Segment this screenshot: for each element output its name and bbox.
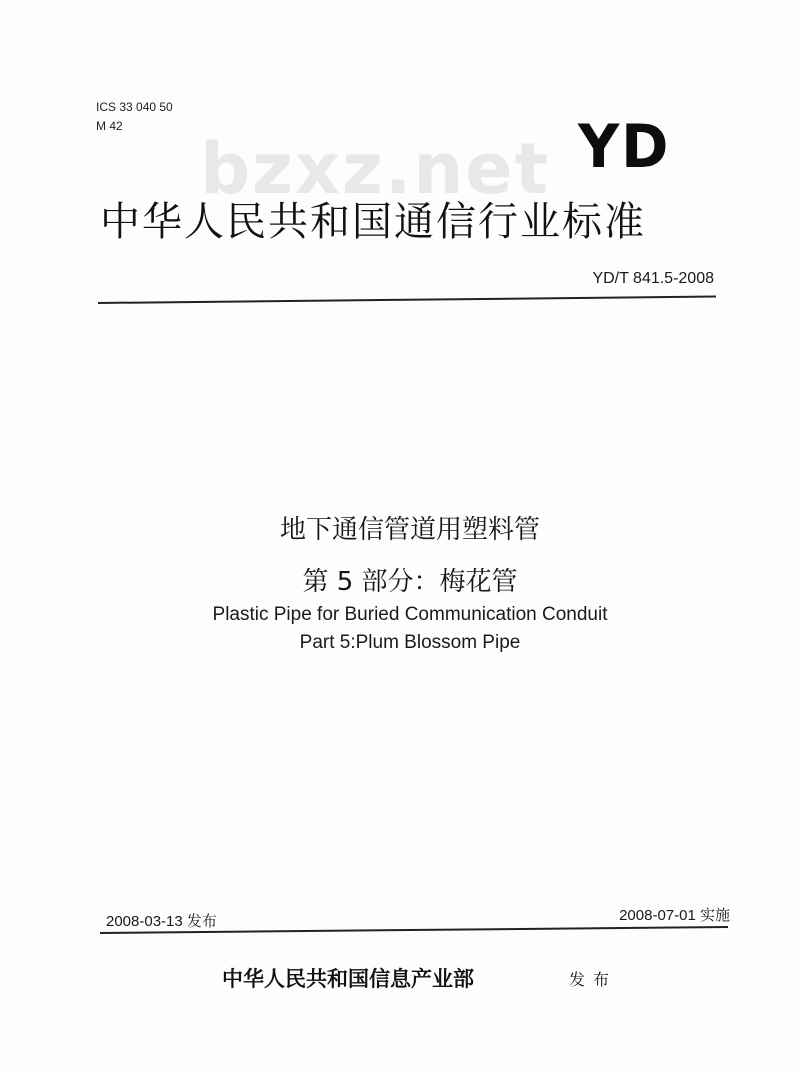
issue-date: 2008-03-13 发布 xyxy=(106,913,217,930)
ics-code: ICS 33 040 50 xyxy=(96,100,173,114)
document-title-en: Plastic Pipe for Buried Communication Conduit xyxy=(212,604,608,625)
document-title-cn: 地下通信管道用塑料管 xyxy=(279,515,540,545)
yd-logo: YD xyxy=(578,112,671,182)
watermark: bzxz.net xyxy=(200,128,551,210)
issuer-action: 发布 xyxy=(569,970,618,989)
standard-title: 中华人民共和国通信行业标准 xyxy=(100,199,646,245)
document-subtitle-en: Part 5:Plum Blossom Pipe xyxy=(299,632,521,653)
header-divider xyxy=(98,296,716,304)
issuer-name: 中华人民共和国信息产业部 xyxy=(222,967,474,991)
effective-date: 2008-07-01 实施 xyxy=(619,907,730,924)
standard-number: YD/T 841.5-2008 xyxy=(592,270,714,287)
cn-classification-code: M 42 xyxy=(96,119,123,133)
document-subtitle-cn: 第 5 部分：梅花管 xyxy=(302,567,518,597)
